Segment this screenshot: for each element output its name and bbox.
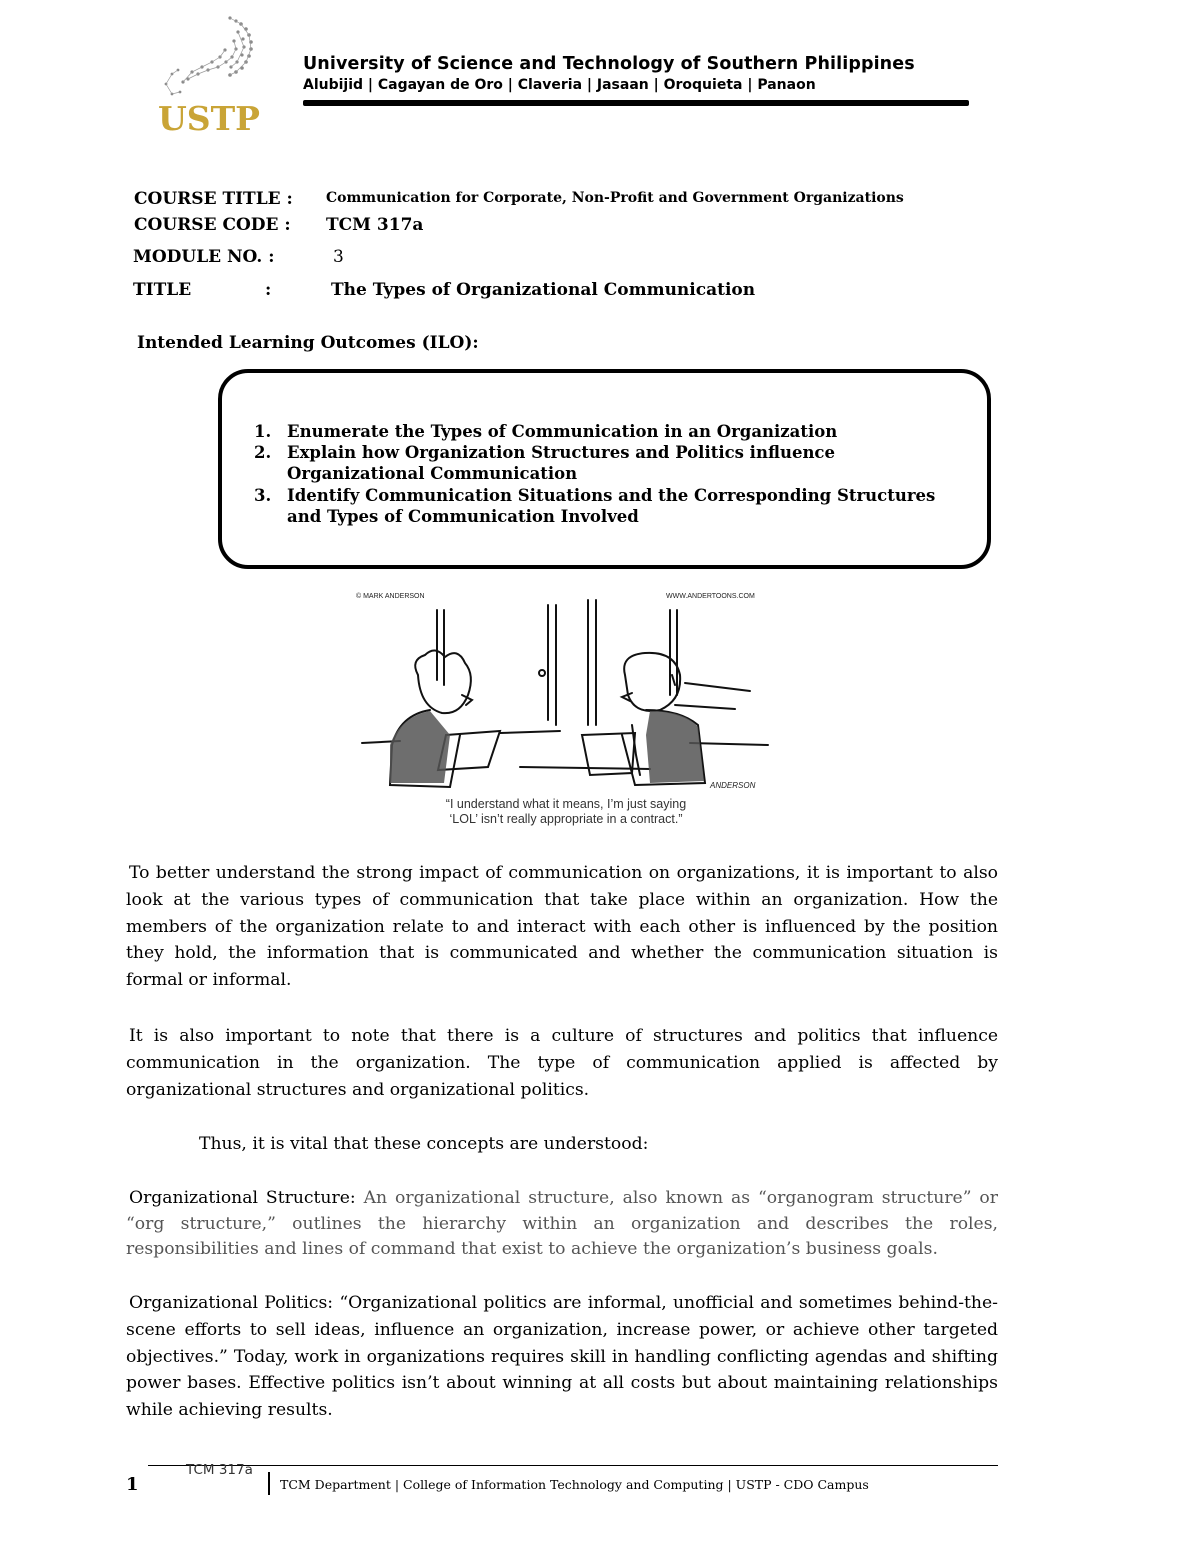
footer-course-code: TCM 317a: [186, 1462, 253, 1478]
structure-definition: [126, 1186, 998, 1263]
politics-definition: [126, 1290, 998, 1424]
header-divider: [303, 100, 969, 106]
title-label: TITLE: [133, 280, 192, 300]
ilo-item-number: 3.: [254, 486, 272, 505]
course-code-value: TCM 317a: [326, 215, 424, 235]
politics-term: Organizational Politics:: [129, 1293, 340, 1313]
intro-paragraph: To better understand the strong impact of communication on organizations, it is important to also look at the various types of communication that take place within an organization. How the members of the organization relate to and interact with each other is influenced by the position they hold, the information that is communicated and whether the communication situation is formal or informal.: [126, 863, 998, 991]
ilo-item-number: 1.: [254, 422, 272, 441]
footer-divider: [148, 1465, 998, 1466]
cartoon-signature: ANDERSON: [710, 781, 756, 790]
university-name: University of Science and Technology of Southern Philippines: [303, 54, 915, 74]
ilo-heading: Intended Learning Outcomes (ILO):: [137, 333, 479, 353]
structure-definition-text: An organizational structure, also known as “organogram structure” or “org structure,” outlines the hierarchy within an organization and describes the roles, responsibilities and lines of command that exist to achieve the organization’s business goals.: [126, 1188, 998, 1259]
footer-department: TCM Department | College of Information Technology and Computing | USTP - CDO Campus: [280, 1477, 869, 1492]
ilo-item: [254, 485, 974, 527]
cartoon-caption-line-1: “I understand what it means, I’m just saying: [445, 797, 687, 811]
culture-paragraph: It is also important to note that there is a culture of structures and politics that influence communication in the organization. The type of communication applied is affected by organizational structures and organizational politics.: [126, 1026, 998, 1100]
ilo-item: [254, 421, 974, 442]
module-number-value: 3: [333, 247, 344, 267]
ilo-item: [254, 442, 974, 484]
concepts-intro: Thus, it is vital that these concepts are understood:: [199, 1134, 649, 1154]
footer-separator: [268, 1472, 270, 1495]
ilo-item-text: Enumerate the Types of Communication in an Organization: [287, 422, 838, 441]
page-number: 1: [126, 1474, 139, 1495]
module-number-label: MODULE NO. :: [133, 247, 275, 267]
ilo-item-text: Identify Communication Situations and the Corresponding Structures and Types of Communication Involved: [287, 486, 936, 526]
ilo-item-text: Explain how Organization Structures and Politics influence Organizational Communication: [287, 443, 835, 483]
course-title-label: COURSE TITLE :: [134, 189, 293, 209]
cartoon-caption-line-2: ‘LOL’ isn’t really appropriate in a contract.”: [449, 812, 683, 826]
module-title-value: The Types of Organizational Communication: [331, 280, 756, 300]
course-code-label: COURSE CODE :: [134, 215, 291, 235]
ilo-item-number: 2.: [254, 443, 272, 462]
course-title-value: Communication for Corporate, Non-Profit and Government Organizations: [326, 190, 904, 206]
cartoon-website: WWW.ANDERTOONS.COM: [666, 593, 755, 600]
structure-term: Organizational Structure:: [129, 1188, 364, 1208]
cartoon-copyright: © MARK ANDERSON: [356, 593, 425, 600]
politics-definition-text: “Organizational politics are informal, unofficial and sometimes behind-the-scene efforts to sell ideas, influence an organization, increase power, or achieve other targeted objectives.” Today, work in organizations requires skill in handling conflicting agendas and shifting power bases. Effective politics isn’t about winning at all costs but about maintaining relationships while achieving results.: [126, 1293, 998, 1421]
cartoon-illustration: [350, 585, 780, 835]
logo-text: USTP: [158, 99, 260, 137]
title-colon: :: [265, 280, 272, 300]
campus-list: Alubijid | Cagayan de Oro | Claveria | Jasaan | Oroquieta | Panaon: [303, 77, 816, 93]
ustp-logo: [150, 12, 275, 137]
ilo-list: [254, 421, 974, 527]
